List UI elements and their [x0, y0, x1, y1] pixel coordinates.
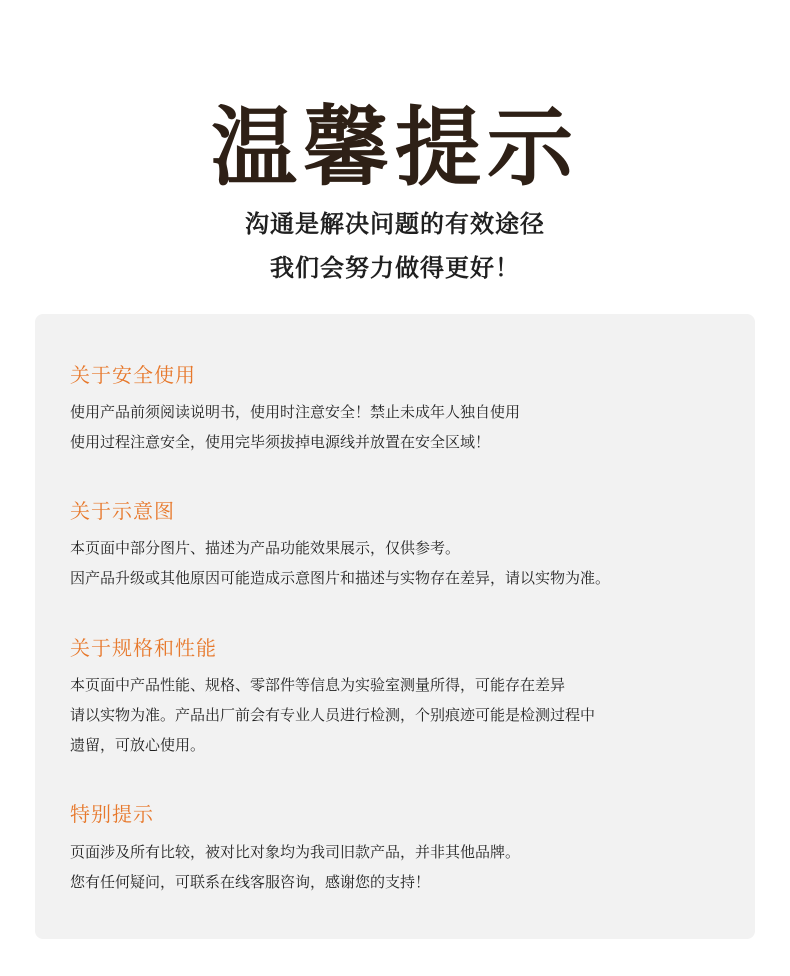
subtitle-line-2: 我们会努力做得更好！ — [270, 254, 520, 282]
section-specs-line-3: 遗留，可放心使用。 — [70, 736, 206, 754]
section-specs-line-1: 本页面中产品性能、规格、零部件等信息为实验室测量所得，可能存在差异 — [70, 676, 566, 694]
page-title: 温馨提示 — [211, 98, 579, 198]
section-illustration-line-2: 因产品升级或其他原因可能造成示意图片和描述与实物存在差异，请以实物为准。 — [70, 569, 611, 587]
section-title-safety: 关于安全使用 — [70, 363, 196, 387]
section-title-specs: 关于规格和性能 — [70, 636, 217, 660]
section-special-line-2: 您有任何疑问，可联系在线客服咨询，感谢您的支持！ — [70, 873, 431, 891]
section-safety-line-2: 使用过程注意安全，使用完毕须拔掉电源线并放置在安全区域！ — [70, 433, 491, 451]
subtitle-line-1: 沟通是解决问题的有效途径 — [245, 210, 545, 238]
section-safety-line-1: 使用产品前须阅读说明书，使用时注意安全！禁止未成年人独自使用 — [70, 403, 521, 421]
section-title-special: 特别提示 — [70, 802, 154, 826]
section-title-illustration: 关于示意图 — [70, 499, 175, 523]
section-illustration-line-1: 本页面中部分图片、描述为产品功能效果展示，仅供参考。 — [70, 539, 461, 557]
notice-card — [35, 314, 755, 939]
section-specs-line-2: 请以实物为准。产品出厂前会有专业人员进行检测，个别痕迹可能是检测过程中 — [70, 706, 596, 724]
section-special-line-1: 页面涉及所有比较，被对比对象均为我司旧款产品，并非其他品牌。 — [70, 843, 521, 861]
